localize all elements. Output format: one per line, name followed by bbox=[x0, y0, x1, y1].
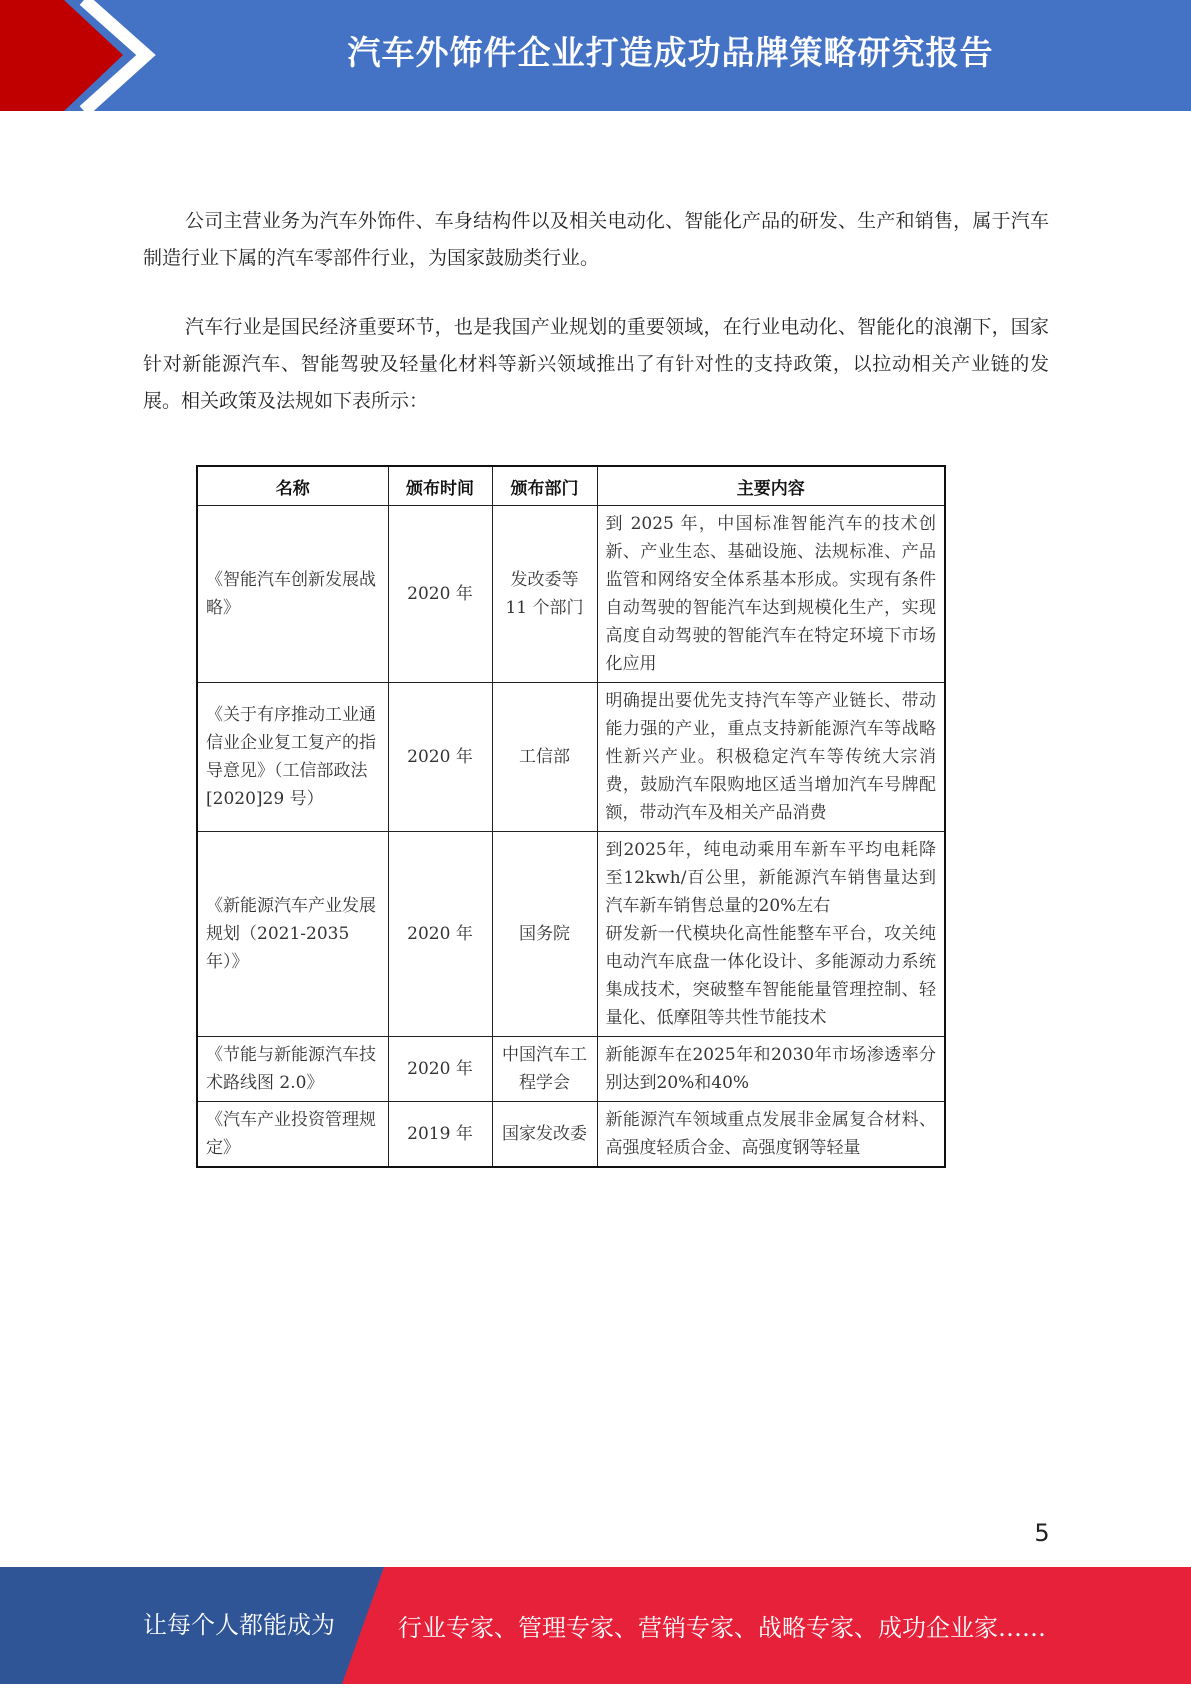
header-arrow-decoration bbox=[0, 0, 160, 111]
table-row bbox=[197, 683, 945, 832]
policy-date: 2020 年 bbox=[388, 683, 492, 832]
policy-dept: 工信部 bbox=[492, 683, 597, 832]
header-dept: 颁布部门 bbox=[492, 466, 597, 506]
policy-name: 《关于有序推动工业通信业企业复工复产的指导意见》（工信部政法[2020]29 号） bbox=[197, 683, 388, 832]
policy-date: 2019 年 bbox=[388, 1102, 492, 1168]
header-content: 主要内容 bbox=[597, 466, 945, 506]
policy-name: 《智能汽车创新发展战略》 bbox=[197, 506, 388, 683]
policy-dept: 国务院 bbox=[492, 832, 597, 1037]
header-date: 颁布时间 bbox=[388, 466, 492, 506]
report-title: 汽车外饰件企业打造成功品牌策略研究报告 bbox=[347, 33, 994, 72]
policy-name: 《新能源汽车产业发展规划（2021-2035 年）》 bbox=[197, 832, 388, 1037]
intro-paragraph-1: 公司主营业务为汽车外饰件、车身结构件以及相关电动化、智能化产品的研发、生产和销售，属于汽车制造行业下属的汽车零部件行业，为国家鼓励类行业。 bbox=[143, 210, 1049, 269]
footer-slogan-right: 行业专家、管理专家、营销专家、战略专家、成功企业家…… bbox=[398, 1614, 1046, 1642]
policy-name: 《节能与新能源汽车技术路线图 2.0》 bbox=[197, 1037, 388, 1102]
table-row bbox=[197, 1037, 945, 1102]
policy-dept: 中国汽车工程学会 bbox=[492, 1037, 597, 1102]
policy-date: 2020 年 bbox=[388, 1037, 492, 1102]
table-row bbox=[197, 506, 945, 683]
policy-content: 新能源汽车领域重点发展非金属复合材料、高强度轻质合金、高强度钢等轻量 bbox=[597, 1102, 945, 1168]
policy-date: 2020 年 bbox=[388, 506, 492, 683]
footer-slogan-left: 让每个人都能成为 bbox=[143, 1611, 335, 1639]
policy-content: 新能源车在2025年和2030年市场渗透率分别达到20%和40% bbox=[597, 1037, 945, 1102]
header-name: 名称 bbox=[197, 466, 388, 506]
table-header-row bbox=[197, 466, 945, 506]
policy-name: 《汽车产业投资管理规定》 bbox=[197, 1102, 388, 1168]
policy-content bbox=[597, 832, 945, 1037]
policy-content: 明确提出要优先支持汽车等产业链长、带动能力强的产业，重点支持新能源汽车等战略性新兴产业。积极稳定汽车等传统大宗消费，鼓励汽车限购地区适当增加汽车号牌配额，带动汽车及相关产品消费 bbox=[597, 683, 945, 832]
policy-content-line: 研发新一代模块化高性能整车平台，攻关纯电动汽车底盘一体化设计、多能源动力系统集成技术，突破整车智能能量管理控制、轻量化、低摩阻等共性节能技术 bbox=[605, 924, 936, 1028]
policy-dept: 国家发改委 bbox=[492, 1102, 597, 1168]
policy-content: 到 2025 年，中国标准智能汽车的技术创新、产业生态、基础设施、法规标准、产品监管和网络安全体系基本形成。实现有条件自动驾驶的智能汽车达到规模化生产，实现高度自动驾驶的智能汽车在特定环境下市场化应用 bbox=[597, 506, 945, 683]
policy-date: 2020 年 bbox=[388, 832, 492, 1037]
table-row bbox=[197, 1102, 945, 1168]
table-row bbox=[197, 832, 945, 1037]
footer-bar bbox=[0, 1567, 1191, 1684]
policy-table bbox=[196, 465, 946, 1168]
page-number: 5 bbox=[1034, 1519, 1050, 1547]
policy-content-line: 到2025年，纯电动乘用车新车平均电耗降至12kwh/百公里，新能源汽车销售量达到汽车新车销售总量的20%左右 bbox=[605, 840, 936, 916]
policy-dept: 发改委等 11 个部门 bbox=[492, 506, 597, 683]
intro-paragraph-2: 汽车行业是国民经济重要环节，也是我国产业规划的重要领域，在行业电动化、智能化的浪潮下，国家针对新能源汽车、智能驾驶及轻量化材料等新兴领域推出了有针对性的支持政策，以拉动相关产业链的发展。相关政策及法规如下表所示： bbox=[143, 316, 1049, 412]
header-bar bbox=[0, 0, 1191, 111]
